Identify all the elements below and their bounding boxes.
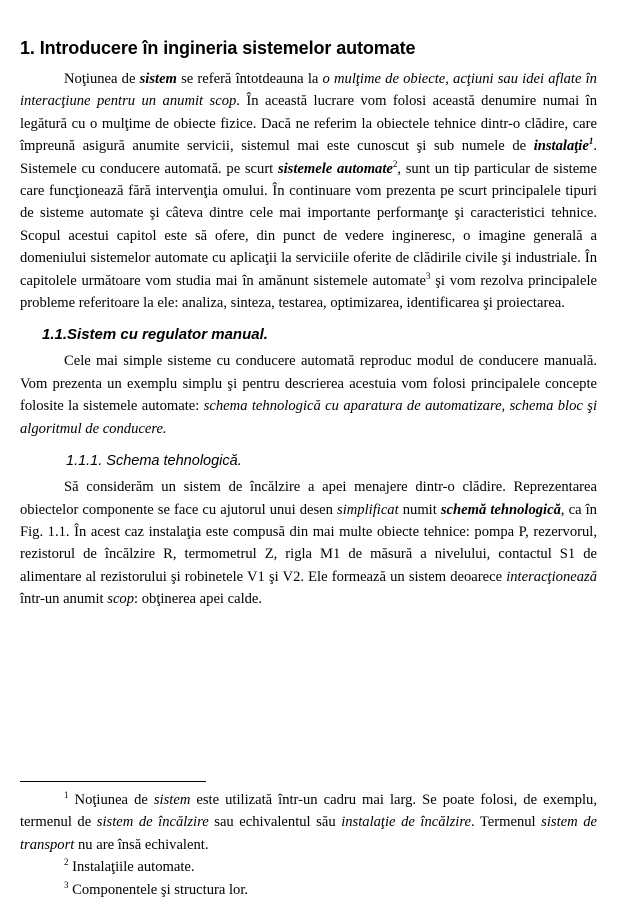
text-run: şi vom rezolva principalele probleme referitoare la ele: analiza, sinteza, testarea, optimizarea, identificarea şi proiectarea. bbox=[20, 272, 597, 312]
term-sistem: sistem bbox=[139, 71, 177, 87]
footnote-divider bbox=[20, 781, 206, 782]
footnote-ref-2: 2 bbox=[392, 158, 398, 169]
text-run: Noţiunea de bbox=[64, 71, 140, 87]
term-instalatie: instalaţie bbox=[533, 138, 589, 155]
text-run: . În această lucrare vom folosi această denumire numai în legătură cu o mulţime de obiecte fizice. Dacă ne referim la obiectele tehnice dintr-o clădire, care împreună asigură anumite servicii, sistemul mai este cunoscut şi sub numele de bbox=[20, 93, 597, 155]
footnotes bbox=[20, 789, 597, 901]
footnote-1 bbox=[20, 789, 597, 856]
text-italic: sistem de încălzire bbox=[96, 814, 209, 831]
text-run: , sunt un tip particular de sisteme care funcţionează fără intervenţia omului. În continuare vom prezenta pe scurt principalele tipuri de sisteme automate şi câteva dintre cele mai importante performanţe şi caracteristici tehnice. Scopul acestui capitol este să ofere, din punct de vedere ingineresc, o imagine generală a domeniului sistemelor automate cu aplicaţii la serviciile oferite de clădirile civile şi industriale. În capitolele următoare vom studia mai în amănunt sistemele automate bbox=[20, 160, 597, 289]
term-interactioneaza: interacţionează bbox=[506, 568, 597, 585]
text-run: Componentele şi structura lor. bbox=[68, 881, 249, 898]
footnote-number: 1 bbox=[64, 790, 69, 801]
text-run: numit bbox=[398, 501, 441, 518]
text-run: . Termenul bbox=[470, 814, 542, 831]
footnote-2 bbox=[20, 856, 597, 878]
subsection-heading: 1.1.1. Schema tehnologică. bbox=[66, 453, 242, 470]
section-heading: 1.1.Sistem cu regulator manual. bbox=[42, 326, 268, 344]
concepts-italic: schema tehnologică cu aparatura de automatizare, schema bloc şi algoritmul de conducere. bbox=[20, 398, 597, 437]
term-schema-tehnologica: schemă tehnologică bbox=[440, 501, 561, 518]
chapter-heading: 1. Introducere în ingineria sistemelor automate bbox=[20, 38, 416, 58]
text-run: Cele mai simple sisteme cu conducere automată reproduc modul de conducere manuală. Vom prezenta un exemplu simplu şi pentru descrierea acestuia vom folosi principalele concepte folosite la sistemele automate: bbox=[20, 353, 597, 415]
footnote-3 bbox=[20, 879, 597, 901]
term-sisteme-automate: sistemele automate bbox=[277, 160, 393, 177]
footnote-ref-3: 3 bbox=[425, 270, 431, 281]
term-scop: scop bbox=[107, 591, 135, 608]
text-italic: sistem bbox=[153, 792, 191, 808]
text-run: Instalaţiile automate. bbox=[68, 859, 195, 876]
text-run: nu are însă echivalent. bbox=[74, 836, 209, 853]
text-italic: sistem de transport bbox=[20, 814, 597, 853]
paragraph-intro bbox=[20, 68, 597, 314]
paragraph-technological-scheme bbox=[20, 476, 597, 610]
footnote-ref-1: 1 bbox=[588, 136, 594, 147]
footnote-number: 3 bbox=[64, 879, 69, 890]
text-run: : obţinerea apei calde. bbox=[134, 591, 263, 608]
text-run: se referă întotdeauna la bbox=[176, 71, 323, 87]
document-page bbox=[20, 36, 597, 611]
paragraph-manual-regulator bbox=[20, 350, 597, 440]
definition-italic: o mulţime de obiecte, acţiuni sau idei aflate în interacţiune pentru un anumit scop bbox=[20, 71, 597, 110]
text-italic: instalaţie de încălzire bbox=[341, 814, 471, 831]
text-run: este utilizată într-un cadru mai larg. Se poate folosi, de exemplu, termenul de bbox=[20, 792, 597, 831]
footnote-number: 2 bbox=[64, 857, 69, 868]
text-run: , ca în Fig. 1.1. În acest caz instalaţia este compusă din mai multe obiecte tehnice: pompa P, rezervorul, rezistorul de încălzire R, termometrul Z, rigla M1 de măsură a nivelului, contactul S1 de alimentare al rezistorului şi robinetele V1 şi V2. Ele formează un sistem deoarece bbox=[20, 501, 597, 585]
text-run: Noţiunea de bbox=[68, 792, 154, 808]
term-simplificat: simplificat bbox=[337, 501, 399, 518]
text-run: sau echivalentul său bbox=[208, 814, 342, 831]
text-run: . Sistemele cu conducere automată. pe scurt bbox=[20, 138, 597, 177]
text-run: Să considerăm un sistem de încălzire a apei menajere dintr-o clădire. Reprezentarea obiectelor componente se face cu ajutorul unui desen bbox=[20, 479, 597, 518]
text-run: într-un anumit bbox=[20, 591, 108, 608]
